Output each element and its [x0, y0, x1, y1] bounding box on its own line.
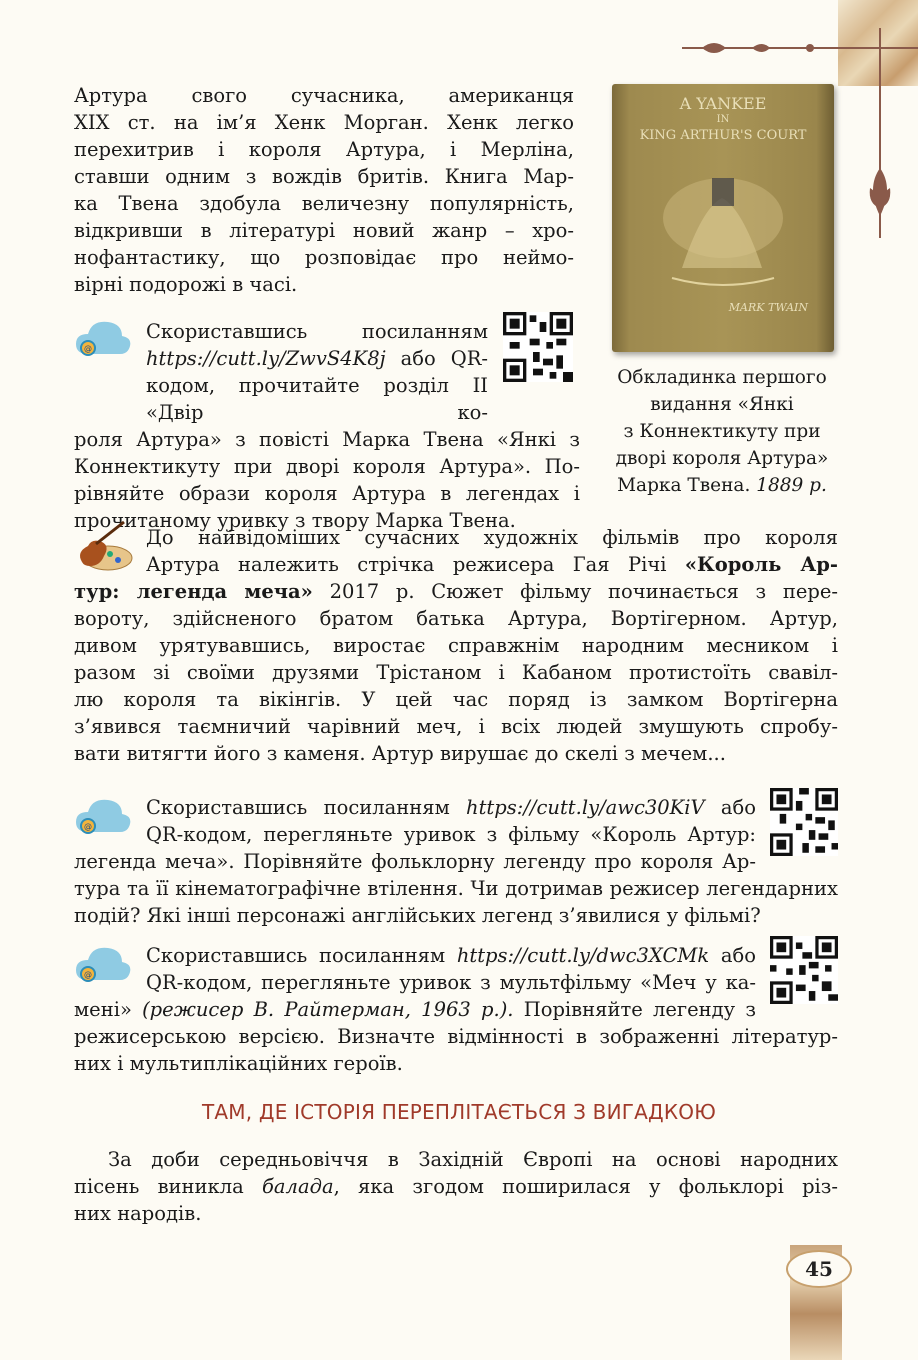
qr-code[interactable]	[770, 788, 838, 856]
text-line: Скориставшись посиланням	[146, 320, 488, 343]
text-span: мені»	[74, 998, 143, 1021]
text-line: роля Артура» з повісті Марка Твена «Янкі з	[74, 428, 580, 451]
text-line: Артура свого сучасника, американця	[74, 84, 574, 107]
text-line: вати витягти його з каменя. Артур вирушає до скелі з мечем...	[74, 742, 726, 765]
text-line: відкривши в літературі новий жанр – хро-	[74, 219, 574, 242]
text-line: тура та її кінематографічне втілення. Чи дотримав режисер легендарних	[74, 877, 838, 900]
svg-text:@: @	[84, 822, 92, 831]
text-line: рівняйте образи короля Артура в легендах і	[74, 482, 580, 505]
text-line: За доби середньовіччя в Західній Європі на основі народних	[108, 1148, 838, 1171]
text-line: кодом, прочитайте розділ II «Двір ко-	[146, 374, 488, 424]
caption-line: з Коннектикуту при	[623, 421, 821, 442]
intro-paragraph	[74, 82, 574, 298]
task1-head	[146, 318, 488, 372]
text-line	[74, 578, 838, 605]
caption-line: Обкладинка першого	[617, 367, 827, 388]
svg-text:@: @	[84, 970, 92, 979]
text-span: Скориставшись посиланням	[146, 796, 467, 819]
cover-title-line: A YANKEE	[679, 94, 767, 113]
film-paragraph	[74, 524, 838, 767]
svg-text:@: @	[84, 344, 92, 353]
text-line: QR-кодом, перегляньте уривок з фільму «Король Артур:	[146, 823, 756, 846]
text-line: прочитаному уривку з твору Марка Твена.	[74, 509, 516, 532]
qr-code[interactable]	[770, 936, 838, 1004]
text-line: лю короля та вікінгів. У цей час поряд із замком Вортігерна	[74, 688, 838, 711]
page-number: 45	[786, 1250, 852, 1288]
text-line: дивом урятувавшись, виростає справжнім народним месником і	[74, 634, 838, 657]
text-line	[74, 551, 838, 578]
text-line: QR-кодом, перегляньте уривок з мультфільму «Меч у ка-	[146, 971, 756, 994]
qr-code[interactable]	[502, 312, 574, 382]
text-span: або	[709, 944, 756, 967]
text-span: Артура належить стрічка режисера Гая Річі	[146, 553, 685, 576]
director-note: (режисер В. Райтерман, 1963 р.).	[142, 998, 514, 1021]
text-line: ка Твена здобула величезну популярність,	[74, 192, 574, 215]
text-line: ставши одним з вождів бритів. Книга Мар-	[74, 165, 574, 188]
link-url[interactable]: https://cutt.ly/dwc3XCMk	[456, 944, 710, 967]
text-line	[74, 996, 756, 1023]
text-line: з’явився таємничий чарівний меч, і всіх людей змушують спробу-	[74, 715, 838, 738]
task2-paragraph	[74, 794, 838, 929]
section-heading: ТАМ, ДЕ ІСТОРІЯ ПЕРЕПЛІТАЄТЬСЯ З ВИГАДКОЮ	[202, 1100, 716, 1124]
text-line: легенда меча». Порівняйте фольклорну легенду про короля Ар-	[74, 850, 756, 873]
term-ballad: балада	[262, 1175, 334, 1198]
text-line: вороту, здійсненого братом батька Артура, Вортігерном. Артур,	[74, 607, 838, 630]
text-line: разом зі своїми друзями Трістаном і Кабаном протистоїть свавіл-	[74, 661, 838, 684]
text-line: Коннектикуту при дворі короля Артура». По-	[74, 455, 580, 478]
text-line	[74, 942, 756, 969]
text-line	[146, 345, 488, 372]
book-caption	[600, 364, 844, 499]
cover-illustration	[652, 158, 794, 288]
text-span: Порівняйте легенду з	[513, 998, 756, 1021]
text-span: 2017 р. Сюжет фільму починається з пере-	[312, 580, 838, 603]
cover-title-line: IN	[716, 114, 730, 125]
caption-year: 1889 р.	[756, 475, 827, 496]
text-line: XIX ст. на ім’я Хенк Морган. Хенк легко	[74, 111, 574, 134]
text-line: нофантастику, що розповідає про неймо-	[74, 246, 574, 269]
film-title: тур: легенда меча»	[74, 580, 313, 603]
text-span: пісень виникла	[74, 1175, 263, 1198]
caption-line: дворі короля Артура»	[615, 448, 829, 469]
text-line: перехитрив і короля Артура, і Мерліна,	[74, 138, 574, 161]
film-title: «Король Ар-	[684, 553, 838, 576]
text-line: вірні подорожі в часі.	[74, 273, 298, 296]
link-url[interactable]: https://cutt.ly/awc30KiV	[466, 796, 705, 819]
final-paragraph	[74, 1146, 838, 1227]
link-url[interactable]: https://cutt.ly/ZwvS4K8j	[146, 347, 386, 370]
caption-text: Марка Твена.	[617, 475, 751, 496]
text-line	[74, 1173, 838, 1200]
cover-title-line: KING ARTHUR'S COURT	[639, 128, 807, 143]
text-line: режисерською версією. Визначте відмінності в зображенні літератур-	[74, 1025, 838, 1048]
text-span: або QR-	[385, 347, 488, 370]
cover-author: MARK TWAIN	[728, 301, 808, 314]
text-line: До найвідоміших сучасних художніх фільмів про короля	[146, 526, 838, 549]
cloud-link-icon	[74, 318, 132, 358]
book-cover-title	[612, 94, 834, 146]
text-line: них і мультиплікаційних героїв.	[74, 1052, 403, 1075]
text-line: них народів.	[74, 1202, 202, 1225]
task1-body	[74, 372, 580, 534]
text-line	[74, 794, 756, 821]
caption-line	[600, 472, 844, 499]
caption-line: видання «Янкі	[650, 394, 794, 415]
text-span: , яка згодом поширилася у фольклорі різ-	[333, 1175, 839, 1198]
text-span: або	[704, 796, 756, 819]
text-span: Скориставшись посиланням	[146, 944, 457, 967]
book-cover-image	[612, 84, 834, 352]
text-line: подій? Які інші персонажі англійських легенд з’явилися у фільмі?	[74, 904, 761, 927]
task3-paragraph	[74, 942, 838, 1077]
